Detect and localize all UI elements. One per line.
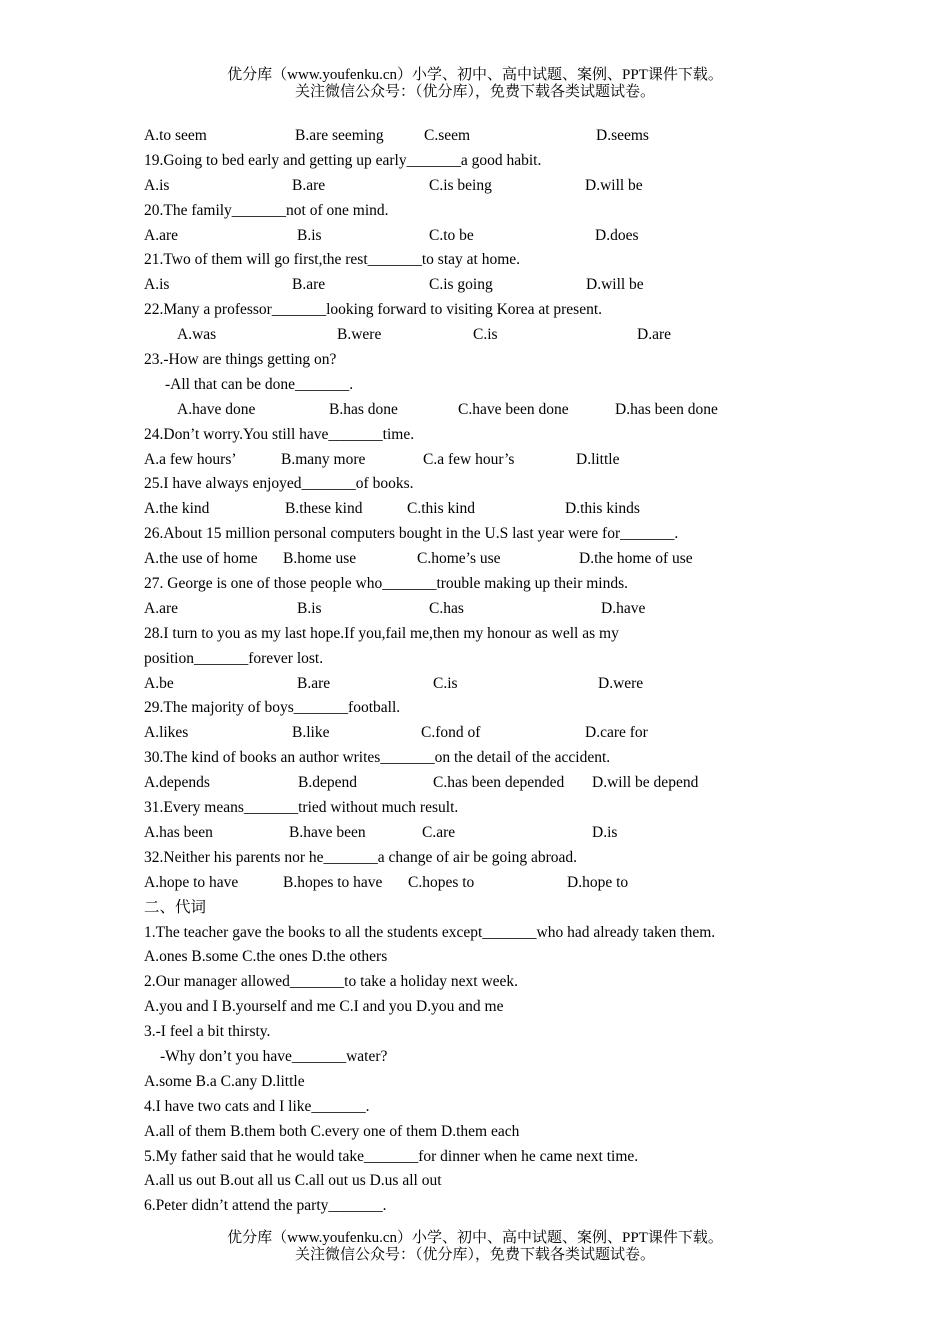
line-text: A.some B.a C.any D.little — [144, 1072, 305, 1090]
option-choice: D.has been done — [615, 400, 718, 418]
line-text: 28.I turn to you as my last hope.If you,fail me,then my honour as well as my — [144, 624, 619, 642]
line-text: 29.The majority of boys_______football. — [144, 699, 401, 717]
option-choice: A.the kind — [144, 500, 210, 518]
option-choice: C.have been done — [458, 400, 569, 418]
option-choice: C.has been depended — [433, 774, 565, 792]
question-line — [144, 1095, 844, 1120]
option-choice: B.like — [292, 724, 330, 742]
option-choice: D.will be — [586, 276, 644, 294]
line-text: A.all us out B.out all us C.all out us D.us all out — [144, 1172, 442, 1190]
options-row — [144, 597, 844, 622]
line-text: 2.Our manager allowed_______to take a holiday next week. — [144, 973, 519, 991]
header-line-2: 关注微信公众号：（优分库），免费下载各类试题试卷。 — [294, 84, 655, 100]
option-choice: D.were — [598, 674, 644, 692]
options-row — [144, 448, 844, 473]
option-choice: D.will be — [585, 176, 643, 194]
line-text: -Why don’t you have_______water? — [160, 1047, 388, 1065]
line-text: -All that can be done_______. — [165, 375, 354, 393]
options-row — [144, 547, 844, 572]
option-choice: A.depends — [144, 774, 210, 792]
question-line — [144, 921, 844, 946]
line-text: 24.Don’t worry.You still have_______time. — [144, 425, 415, 443]
option-choice: B.are seeming — [295, 127, 384, 144]
option-choice: A.to seem — [144, 127, 207, 144]
question-line — [144, 622, 844, 647]
line-text: 32.Neither his parents nor he_______a change of air be going abroad. — [144, 848, 578, 866]
question-line — [144, 298, 844, 323]
option-choice: A.likes — [144, 724, 189, 742]
option-choice: C.fond of — [421, 724, 481, 742]
options-row — [144, 124, 844, 149]
question-line — [144, 1070, 844, 1095]
option-choice: D.the home of use — [579, 550, 693, 568]
page-footer — [0, 1230, 950, 1264]
option-choice: A.have done — [177, 400, 256, 418]
question-line — [144, 1020, 844, 1045]
question-line — [144, 796, 844, 821]
question-line — [144, 199, 844, 224]
options-row — [144, 497, 844, 522]
question-line — [144, 472, 844, 497]
line-text: 30.The kind of books an author writes_______on the detail of the accident. — [144, 749, 611, 767]
question-line — [144, 423, 844, 448]
option-choice: A.are — [144, 226, 178, 244]
option-choice: A.has been — [144, 823, 213, 841]
question-line — [144, 572, 844, 597]
options-row — [144, 721, 844, 746]
options-row — [144, 871, 844, 896]
option-choice: B.is — [297, 599, 322, 617]
options-row — [144, 224, 844, 249]
page-header — [0, 67, 950, 101]
line-text: A.all of them B.them both C.every one of them D.them each — [144, 1122, 520, 1140]
question-line — [144, 945, 844, 970]
line-text: 6.Peter didn’t attend the party_______. — [144, 1197, 387, 1215]
line-text: 23.-How are things getting on? — [144, 351, 337, 369]
question-line — [144, 995, 844, 1020]
option-choice: A.is — [144, 276, 170, 294]
line-text: 4.I have two cats and I like_______. — [144, 1097, 370, 1115]
line-text: 二、代词 — [144, 898, 207, 916]
option-choice: B.has done — [329, 400, 398, 418]
option-choice: B.have been — [289, 823, 366, 841]
question-line — [144, 1145, 844, 1170]
option-choice: A.hope to have — [144, 873, 239, 891]
option-choice: B.were — [337, 326, 382, 344]
options-row — [144, 672, 844, 697]
options-row — [144, 323, 844, 348]
option-choice: C.is — [433, 674, 458, 692]
option-choice: D.does — [595, 226, 639, 244]
line-text: 22.Many a professor_______looking forward to visiting Korea at present. — [144, 301, 603, 319]
option-choice: A.the use of home — [144, 550, 258, 568]
question-line — [144, 647, 844, 672]
line-text: 20.The family_______not of one mind. — [144, 201, 389, 219]
option-choice: B.are — [297, 674, 331, 692]
question-line — [144, 1045, 844, 1070]
question-line — [144, 846, 844, 871]
line-text: 3.-I feel a bit thirsty. — [144, 1023, 271, 1041]
line-text: 27. George is one of those people who_______trouble making up their minds. — [144, 575, 629, 593]
question-line — [144, 896, 844, 921]
question-line — [144, 1169, 844, 1194]
option-choice: D.little — [576, 450, 620, 468]
line-text: position_______forever lost. — [144, 649, 324, 667]
option-choice: D.seems — [596, 127, 649, 144]
question-line — [144, 1120, 844, 1145]
line-text: 26.About 15 million personal computers bought in the U.S last year were for_______. — [144, 525, 679, 543]
header-line-1: 优分库（www.youfenku.cn）小学、初中、高中试题、案例、PPT课件下载。 — [227, 67, 723, 83]
option-choice: C.is going — [429, 276, 493, 294]
option-choice: B.is — [297, 226, 322, 244]
option-choice: D.are — [637, 326, 671, 344]
options-row — [144, 771, 844, 796]
option-choice: D.this kinds — [565, 500, 640, 518]
option-choice: C.are — [422, 823, 456, 841]
option-choice: B.these kind — [285, 500, 363, 518]
option-choice: C.this kind — [407, 500, 476, 518]
option-choice: B.many more — [281, 450, 366, 468]
question-line — [144, 149, 844, 174]
option-choice: D.have — [601, 599, 646, 617]
line-text: 5.My father said that he would take_______for dinner when he came next time. — [144, 1147, 639, 1165]
exercise-content — [144, 124, 844, 1219]
option-choice: C.is — [473, 326, 498, 344]
line-text: 21.Two of them will go first,the rest_______to stay at home. — [144, 251, 521, 269]
option-choice: C.to be — [429, 226, 474, 244]
option-choice: C.hopes to — [408, 873, 475, 891]
options-row — [144, 174, 844, 199]
line-text: A.you and I B.yourself and me C.I and you D.you and me — [144, 998, 504, 1016]
option-choice: A.is — [144, 176, 170, 194]
line-text: 1.The teacher gave the books to all the students except_______who had already taken them. — [144, 923, 716, 941]
option-choice: B.are — [292, 176, 326, 194]
option-choice: D.will be depend — [592, 774, 699, 792]
option-choice: B.are — [292, 276, 326, 294]
question-line — [144, 1194, 844, 1219]
line-text: 31.Every means_______tried without much result. — [144, 799, 459, 817]
option-choice: C.is being — [429, 176, 492, 194]
question-line — [144, 522, 844, 547]
option-choice: A.was — [177, 326, 217, 344]
option-choice: B.home use — [283, 550, 357, 568]
option-choice: C.has — [429, 599, 464, 617]
question-line — [144, 970, 844, 995]
line-text: A.ones B.some C.the ones D.the others — [144, 948, 388, 966]
options-row — [144, 273, 844, 298]
footer-line-1: 优分库（www.youfenku.cn）小学、初中、高中试题、案例、PPT课件下载。 — [227, 1230, 723, 1246]
question-line — [144, 696, 844, 721]
options-row — [144, 398, 844, 423]
question-line — [144, 373, 844, 398]
option-choice: C.a few hour’s — [423, 450, 515, 468]
question-line — [144, 248, 844, 273]
line-text: 25.I have always enjoyed_______of books. — [144, 475, 414, 493]
footer-line-2: 关注微信公众号：（优分库），免费下载各类试题试卷。 — [294, 1247, 655, 1263]
question-line — [144, 746, 844, 771]
option-choice: A.be — [144, 674, 174, 692]
option-choice: A.are — [144, 599, 178, 617]
option-choice: D.is — [592, 823, 618, 841]
option-choice: B.hopes to have — [283, 873, 383, 891]
option-choice: D.hope to — [567, 873, 629, 891]
option-choice: D.care for — [585, 724, 648, 742]
option-choice: C.seem — [424, 127, 471, 144]
option-choice: B.depend — [298, 774, 357, 792]
option-choice: C.home’s use — [417, 550, 501, 568]
line-text: 19.Going to bed early and getting up early_______a good habit. — [144, 151, 542, 169]
option-choice: A.a few hours’ — [144, 450, 237, 468]
question-line — [144, 348, 844, 373]
options-row — [144, 821, 844, 846]
